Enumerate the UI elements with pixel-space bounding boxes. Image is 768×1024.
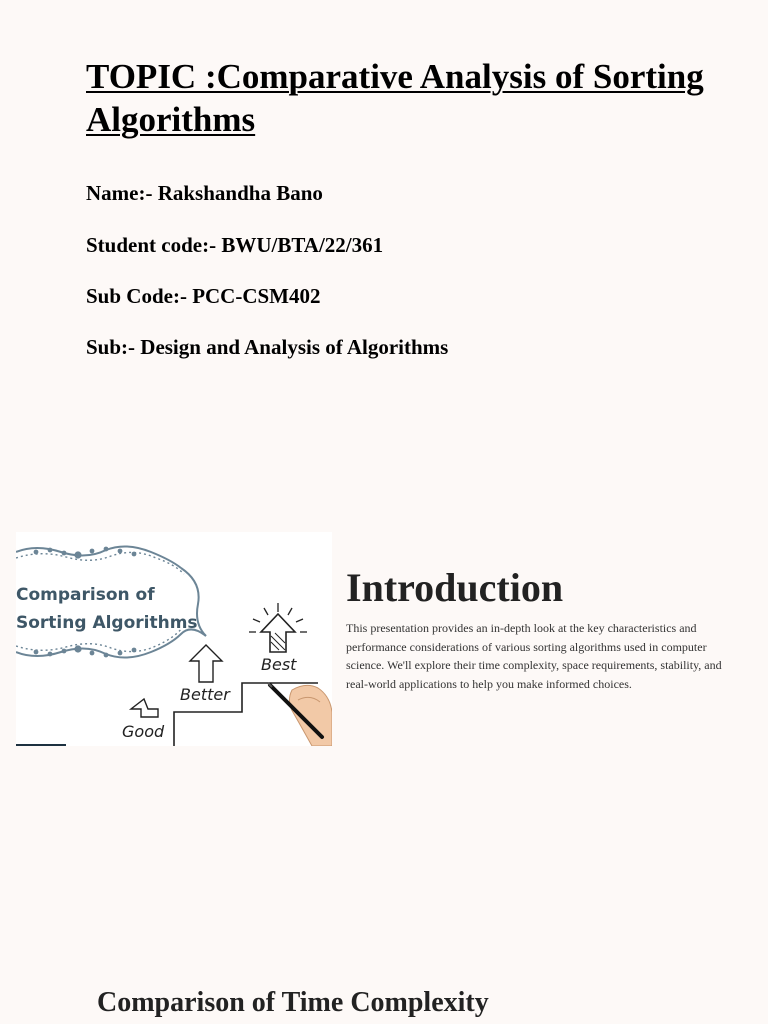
step-label-better: Better: [180, 685, 230, 704]
arrow-up-icon-better: [190, 645, 222, 682]
student-name: Name:- Rakshandha Bano: [86, 181, 323, 205]
introduction-heading: Introduction: [346, 565, 564, 610]
illustration-title-line1: Comparison of: [16, 585, 155, 605]
arrow-up-icon-best: [261, 614, 295, 652]
step-label-best: Best: [261, 655, 297, 674]
sorting-comparison-illustration: [16, 532, 332, 746]
student-code: Student code:- BWU/BTA/22/361: [86, 233, 384, 257]
illustration-title-line2: Sorting Algorithms: [16, 613, 198, 633]
introduction-paragraph: This presentation provides an in-depth look at the key characteristics and performance considerations of various sorting algorithms used in computer science. We'll explore their time complexity, space requirements, stability, and real-world applications to help you make informed choices.: [346, 621, 722, 691]
arrow-up-icon-good: [131, 699, 158, 717]
hand-with-pen-icon: [268, 683, 332, 746]
step-label-good: Good: [122, 722, 165, 741]
time-complexity-heading: Comparison of Time Complexity: [97, 987, 489, 1018]
topic-title: TOPIC :Comparative Analysis of Sorting Algorithms: [86, 57, 704, 139]
subject-code: Sub Code:- PCC-CSM402: [86, 284, 321, 308]
subject-name: Sub:- Design and Analysis of Algorithms: [86, 335, 449, 359]
